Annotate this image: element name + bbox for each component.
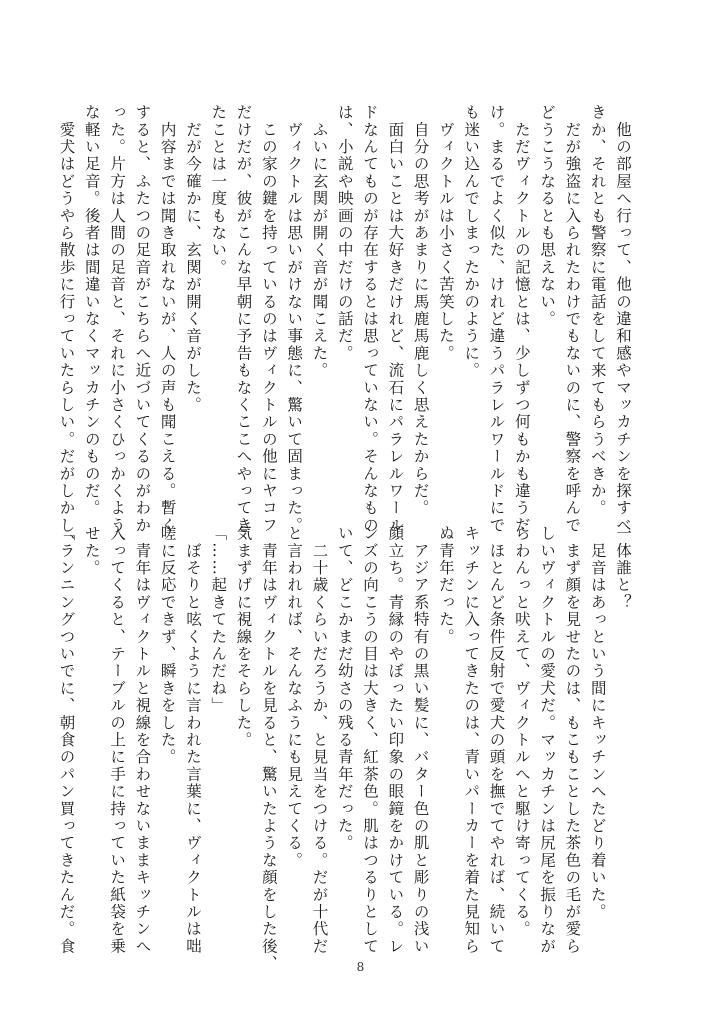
text-line: と言われれば、そんなふうにも見えてくる。 (285, 525, 304, 869)
text-line: 内容までは聞き取れないが、人の声も聞こえる。暫く (158, 104, 177, 534)
text-line: 入ってくると、テーブルの上に手に持っていた紙袋を乗 (108, 525, 127, 955)
text-line: ただヴィクトルの記憶とは、少しずつ何もかも違うだ (512, 104, 531, 534)
text-line: キッチンに入ってきたのは、青いパーカーを着た見知ら (462, 525, 481, 955)
text-line: しいヴィクトルの愛犬だ。マッカチンは尻尾を振りなが (538, 525, 557, 955)
text-line: 一体誰と？ (614, 525, 632, 611)
text-line: 「ランニングついでに、朝食のパン買ってきたんだ。食 (57, 525, 76, 955)
text-line: った。片方は人間の足音と、それに小さくひっかくよう (108, 104, 127, 534)
text-line: ぼそりと呟くように言われた言葉に、ヴィクトルは咄 (183, 525, 202, 955)
text-line: 嗟に反応できず、瞬きをした。 (158, 525, 177, 766)
text-line: ドなんてものが存在するとは思っていない。そんなもの (361, 104, 380, 534)
text-line: すると、ふたつの足音がこちらへ近づいてくるのがわか (133, 104, 152, 534)
text-line: は、小説や映画の中だけの話だ。 (335, 104, 354, 362)
text-line: だが今確かに、玄関が開く音がした。 (183, 104, 202, 414)
page-number: 8 (356, 960, 365, 974)
text-line: 気まずげに視線をそらした。 (234, 525, 253, 749)
text-line: 自分の思考があまりに馬鹿馬鹿しく思えたからだ。 (411, 104, 430, 517)
text-line: 愛犬はどうやら散歩に行っていたらしい。だがしかし、 (57, 104, 76, 552)
text-line: らわんっと吠えて、ヴィクトルへと駆け寄ってくる。 (512, 525, 531, 938)
text-line: 顔立ち。青縁のやぼったい印象の眼鏡をかけている。レ (386, 525, 405, 955)
text-line: ンズの向こうの目は大きく、紅茶色。肌はつるりとして (361, 525, 380, 955)
text-line: たことは一度もない。 (209, 104, 228, 276)
text-line: ぬ青年だった。 (436, 525, 455, 646)
text-line: 二十歳くらいだろうか、と見当をつける。だが十代だ (310, 525, 329, 955)
text-line: 足音はあっという間にキッチンへたどり着いた。 (588, 525, 607, 921)
text-line: ほとんど条件反射で愛犬の頭を撫でてやれば、続いて (487, 525, 506, 955)
text-line: 面白いことは大好きだけれど、流石にパラレルワール (386, 104, 405, 534)
text-line: だが強盗に入られたわけでもないのに、警察を呼んで (563, 104, 582, 534)
text-line: この家の鍵を持っているのはヴィクトルの他にヤコフ (259, 104, 278, 534)
text-line: まず顔を見せたのは、もこもことした茶色の毛が愛ら (563, 525, 582, 955)
text-line: 青年はヴィクトルを見ると、驚いたような顔をした後、 (259, 525, 278, 973)
text-line: 他の部屋へ行って、他の違和感やマッカチンを探すべ (614, 104, 632, 534)
text-line: も迷い込んでしまったかのように。 (462, 104, 481, 380)
text-line: せた。 (82, 525, 101, 577)
text-line: きか、それとも警察に電話をして来てもらうべきか。 (588, 104, 607, 517)
text-line: どうこうなるとも思えない。 (538, 104, 557, 328)
text-line: ふいに玄関が開く音が聞こえた。 (310, 104, 329, 380)
text-line: け。まるでよく似た、けれど違うパラレルワールドにで (487, 104, 506, 534)
text-line: ヴィクトルは思いがけない事態に、驚いて固まった。 (285, 104, 304, 534)
text-line: いて、どこかまだ幼さの残る青年だった。 (335, 525, 354, 852)
text-block-bottom (57, 525, 635, 973)
text-line: だけだが、彼がこんな早朝に予告もなくここへやってき (234, 104, 253, 534)
text-line: 「……起きてたんだね」 (209, 525, 228, 715)
text-line: アジア系特有の黒い髪に、バター色の肌と彫りの浅い (411, 525, 430, 955)
text-line: ヴィクトルは小さく苦笑した。 (436, 104, 455, 362)
text-line: 青年はヴィクトルと視線を合わせないままキッチンへ (133, 525, 152, 955)
text-line: な軽い足音。後者は間違いなくマッカチンのものだ。 (82, 104, 101, 517)
